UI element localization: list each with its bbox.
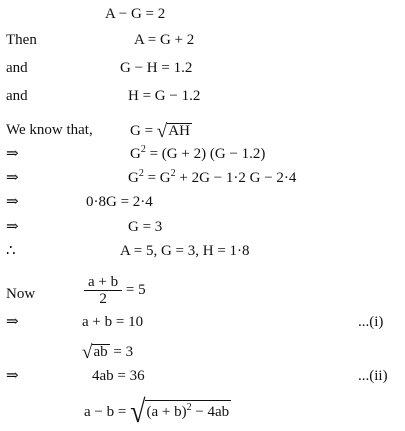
term: = (G + 2) (G − 1.2) <box>145 146 266 162</box>
square-root <box>82 341 110 362</box>
equation <box>84 394 231 431</box>
line-6 <box>0 144 405 164</box>
equation <box>130 120 192 141</box>
term: = G <box>143 170 171 186</box>
equation <box>130 144 265 164</box>
equation: 0·8G = 2·4 <box>86 194 153 210</box>
lhs: a − b = <box>84 404 131 420</box>
line-11 <box>0 276 405 312</box>
exponent: 2 <box>170 168 176 179</box>
rhs: = 3 <box>109 344 134 360</box>
line-2 <box>0 30 405 50</box>
line-13 <box>0 341 405 361</box>
radicand: ab <box>93 344 108 360</box>
line-4 <box>0 86 405 106</box>
lead-text: Now <box>6 286 36 302</box>
line-3 <box>0 58 405 78</box>
equation: a + b = 10 <box>82 314 144 330</box>
lead-text: and <box>6 88 28 104</box>
equation: 4ab = 36 <box>92 368 145 384</box>
square-root <box>130 394 231 431</box>
equation-tag: ...(ii) <box>358 368 388 384</box>
equation: A = 5, G = 3, H = 1·8 <box>120 243 250 259</box>
equation: A = G + 2 <box>134 32 195 48</box>
equation-tag: ...(i) <box>358 314 384 330</box>
equation: G = 3 <box>128 219 163 235</box>
implies-arrow: ⇒ <box>6 170 19 186</box>
exponent: 2 <box>138 168 144 179</box>
therefore-symbol: ∴ <box>6 243 16 259</box>
line-8 <box>0 192 405 212</box>
square-root <box>157 120 192 141</box>
equation <box>128 168 296 188</box>
term: (a + b) <box>146 404 187 420</box>
fraction <box>84 274 122 307</box>
rhs: = 5 <box>122 281 146 298</box>
numerator: a + b <box>84 274 122 291</box>
term: + 2G − 1·2 G − 2·4 <box>175 170 297 186</box>
implies-arrow: ⇒ <box>6 146 19 162</box>
radical-sign-icon: √ <box>130 394 146 431</box>
implies-arrow: ⇒ <box>6 314 19 330</box>
equation: G − H = 1.2 <box>120 60 193 76</box>
denominator: 2 <box>99 291 107 307</box>
radicand <box>145 400 231 422</box>
line-7 <box>0 168 405 188</box>
line-9 <box>0 217 405 237</box>
lead-text: and <box>6 60 28 76</box>
term: − 4ab <box>191 404 230 420</box>
line-1 <box>0 4 405 24</box>
term: G <box>130 146 141 162</box>
line-14 <box>0 366 405 386</box>
exponent: 2 <box>140 144 146 155</box>
term: G <box>128 170 139 186</box>
line-5 <box>0 120 405 140</box>
lead-text: We know that, <box>6 122 93 138</box>
equation <box>84 274 146 307</box>
radical-sign-icon: √ <box>156 121 168 142</box>
radicand: AH <box>168 123 190 139</box>
line-15 <box>0 394 405 431</box>
line-10 <box>0 241 405 261</box>
lhs: G = <box>130 123 154 139</box>
equation: H = G − 1.2 <box>128 88 201 104</box>
radical-sign-icon: √ <box>82 342 93 363</box>
implies-arrow: ⇒ <box>6 219 19 235</box>
equation: A − G = 2 <box>105 6 166 22</box>
lead-text: Then <box>6 32 37 48</box>
implies-arrow: ⇒ <box>6 368 19 384</box>
equation <box>82 341 133 362</box>
implies-arrow: ⇒ <box>6 194 19 210</box>
line-12 <box>0 312 405 332</box>
exponent: 2 <box>186 402 192 413</box>
